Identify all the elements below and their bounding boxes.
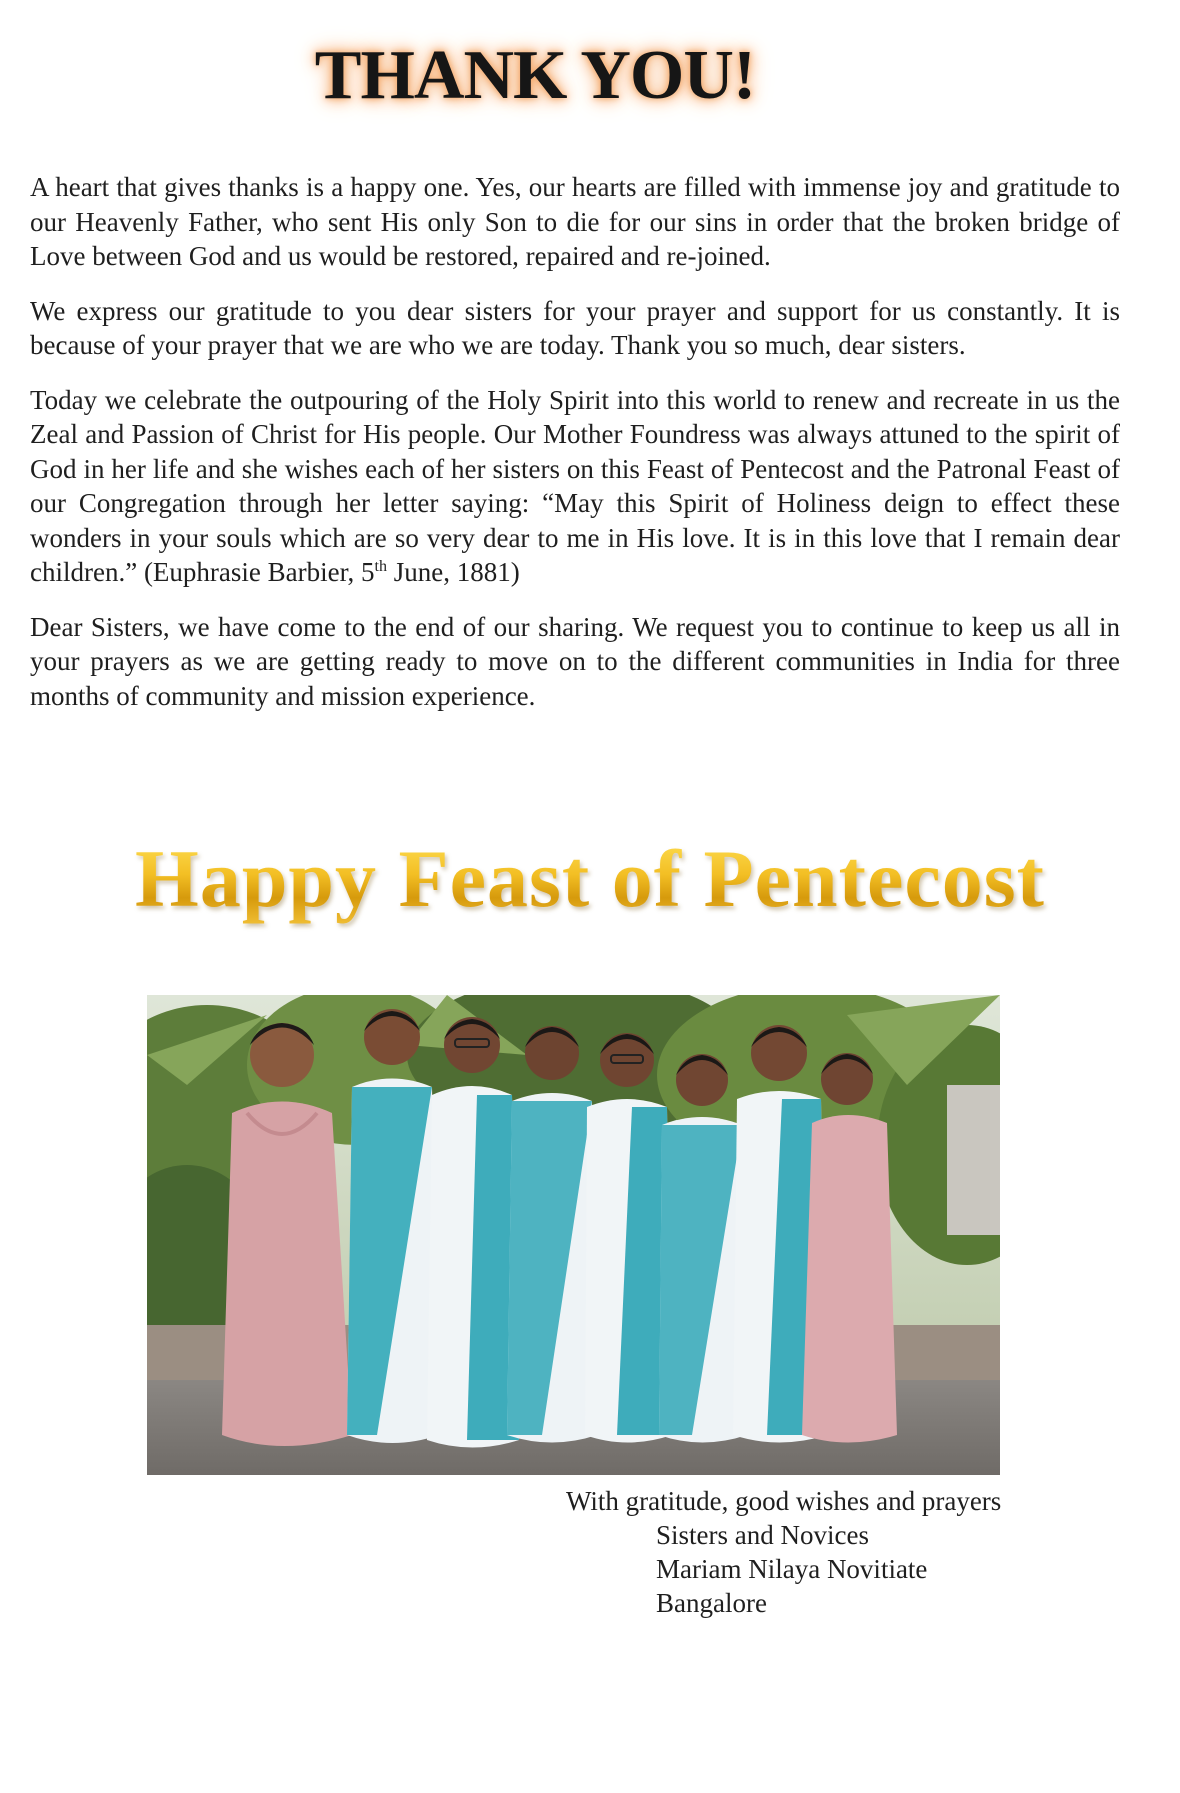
- feast-heading: Happy Feast of Pentecost: [0, 832, 1180, 926]
- paragraph-3-date: June, 1881): [386, 557, 520, 587]
- letter-body: [30, 170, 1120, 733]
- paragraph-4: Dear Sisters, we have come to the end of our sharing. We request you to continue to keep us all in your prayers as we are getting ready to move on to the different communities in India for three months of community and mission experience.: [30, 611, 1120, 711]
- group-photo-illustration: [147, 995, 1000, 1475]
- signoff-block: [566, 1484, 1001, 1620]
- signoff-institution: Mariam Nilaya Novitiate: [656, 1554, 928, 1584]
- signoff-senders: Sisters and Novices: [656, 1520, 869, 1550]
- paragraph-3-text: Today we celebrate the outpouring of the Holy Spirit into this world to renew and recreate in us the Zeal and Passion of Christ for His people. Our Mother Foundress was always attuned to the spirit of God in her life and she wishes each of her sisters on this Feast of Pentecost and the Patronal Feast of our Congregation through her letter saying: “May this Spirit of Holiness deign to effect these wonders in your souls which are so very dear to me in His love. It is in this love that I remain dear children.” (Euphrasie Barbier, 5: [30, 384, 1120, 587]
- photo-building: [947, 1085, 1000, 1235]
- paragraph-2: We express our gratitude to you dear sisters for your prayer and support for us constantly. It is because of your prayer that we are who we are today. Thank you so much, dear sisters.: [30, 295, 1120, 360]
- ordinal-superscript: th: [374, 558, 387, 575]
- group-photo: [147, 995, 1000, 1475]
- signoff-city: Bangalore: [656, 1588, 767, 1618]
- page-title: THANK YOU!: [314, 37, 756, 114]
- paragraph-3: [30, 383, 1120, 590]
- signoff-greeting: With gratitude, good wishes and prayers: [566, 1486, 1002, 1516]
- paragraph-1: A heart that gives thanks is a happy one. Yes, our hearts are filled with immense joy and gratitude to our Heavenly Father, who sent His only Son to die for our sins in order that the broken bridge of Love between God and us would be restored, repaired and re-joined.: [30, 172, 1120, 271]
